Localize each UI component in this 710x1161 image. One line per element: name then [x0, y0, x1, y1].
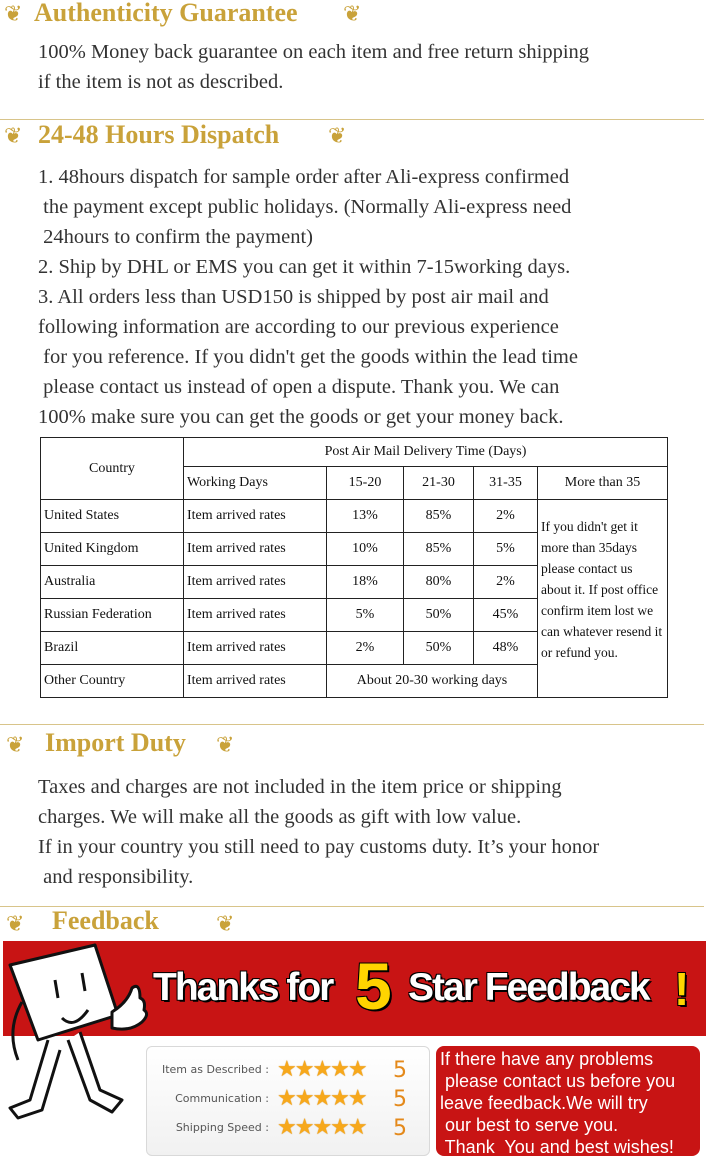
- col-header: 15-20: [327, 467, 404, 500]
- rating-score: 5: [393, 1116, 407, 1141]
- contact-note-box: [436, 1046, 700, 1156]
- rating-label: Communication :: [175, 1092, 269, 1105]
- star-rating-icon: ★★★★★: [277, 1115, 366, 1140]
- country-header: Country: [41, 438, 184, 500]
- star-rating-icon: ★★★★★: [277, 1086, 366, 1111]
- rate-label-cell: Item arrived rates: [184, 533, 327, 566]
- flourish-icon: ❦: [216, 733, 235, 758]
- banner-star-feedback: Star Feedback: [408, 966, 649, 1009]
- rating-label: Item as Described :: [161, 1063, 269, 1076]
- flourish-icon: ❦: [6, 733, 25, 758]
- rate-label-cell: Item arrived rates: [184, 665, 327, 698]
- ratings-box: [146, 1046, 430, 1156]
- rate-label-cell: Item arrived rates: [184, 632, 327, 665]
- value-cell: 50%: [404, 632, 474, 665]
- dispatch-line-7: for you reference. If you didn't get the goods within the lead time: [38, 346, 578, 368]
- other-note-cell: About 20-30 working days: [327, 665, 538, 698]
- rating-label: Shipping Speed :: [175, 1121, 269, 1134]
- value-cell: 13%: [327, 500, 404, 533]
- col-header: 31-35: [474, 467, 538, 500]
- rating-row: [147, 1057, 429, 1085]
- contact-note-text: If there have any problems please contact us before you leave feedback.We will try our best to serve you. Thank You and best wishes!: [440, 1049, 676, 1157]
- feedback-title: Feedback: [52, 906, 159, 935]
- rate-label-cell: Item arrived rates: [184, 599, 327, 632]
- banner-exclaim: !: [674, 963, 690, 1015]
- import-line-1: Taxes and charges are not included in the item price or shipping: [38, 776, 562, 798]
- dispatch-line-2: the payment except public holidays. (Normally Ali-express need: [38, 196, 572, 218]
- banner-five: 5: [355, 949, 392, 1023]
- table-row: [41, 500, 668, 533]
- banner-thanks-for: Thanks for: [153, 966, 333, 1009]
- value-cell: 85%: [404, 500, 474, 533]
- col-header: 21-30: [404, 467, 474, 500]
- delivery-time-table: [40, 437, 668, 698]
- country-cell: Brazil: [41, 632, 184, 665]
- rating-row: [147, 1086, 429, 1114]
- country-cell: United Kingdom: [41, 533, 184, 566]
- star-rating-icon: ★★★★★: [277, 1057, 366, 1082]
- dispatch-title: 24-48 Hours Dispatch: [38, 120, 280, 149]
- flourish-icon: ❦: [328, 124, 347, 149]
- authenticity-line-1: 100% Money back guarantee on each item and free return shipping: [38, 41, 590, 63]
- value-cell: 2%: [474, 566, 538, 599]
- value-cell: 2%: [474, 500, 538, 533]
- value-cell: 5%: [327, 599, 404, 632]
- country-cell: Other Country: [41, 665, 184, 698]
- import-duty-title: Import Duty: [45, 728, 186, 757]
- country-cell: United States: [41, 500, 184, 533]
- value-cell: 10%: [327, 533, 404, 566]
- value-cell: 80%: [404, 566, 474, 599]
- dispatch-line-4: 2. Ship by DHL or EMS you can get it within 7-15working days.: [38, 256, 571, 278]
- value-cell: 50%: [404, 599, 474, 632]
- rate-label-cell: Item arrived rates: [184, 566, 327, 599]
- rating-score: 5: [393, 1058, 407, 1083]
- dispatch-line-3: 24hours to confirm the payment): [38, 226, 313, 248]
- country-cell: Australia: [41, 566, 184, 599]
- flourish-icon: ❦: [343, 2, 362, 27]
- dispatch-line-8: please contact us instead of open a dispute. Thank you. We can: [38, 376, 560, 398]
- dispatch-line-6: following information are according to our previous experience: [38, 316, 559, 338]
- authenticity-line-2: if the item is not as described.: [38, 71, 284, 93]
- dispatch-line-5: 3. All orders less than USD150 is shipped by post air mail and: [38, 286, 549, 308]
- group-header: Post Air Mail Delivery Time (Days): [184, 438, 668, 467]
- value-cell: 45%: [474, 599, 538, 632]
- value-cell: 85%: [404, 533, 474, 566]
- side-note-cell: If you didn't get it more than 35days please contact us about it. If post office confirm item lost we can whatever resend it or refund you.: [538, 500, 668, 698]
- import-line-2: charges. We will make all the goods as gift with low value.: [38, 806, 522, 828]
- value-cell: 2%: [327, 632, 404, 665]
- divider: [0, 724, 704, 725]
- flourish-icon: ❦: [4, 124, 23, 149]
- flourish-icon: ❦: [216, 912, 235, 937]
- dispatch-line-1: 1. 48hours dispatch for sample order after Ali-express confirmed: [38, 166, 570, 188]
- col-header: More than 35: [538, 467, 668, 500]
- value-cell: 18%: [327, 566, 404, 599]
- flourish-icon: ❦: [4, 2, 23, 27]
- working-days-header: Working Days: [184, 467, 327, 500]
- country-cell: Russian Federation: [41, 599, 184, 632]
- mascot-icon: [0, 940, 160, 1158]
- value-cell: 5%: [474, 533, 538, 566]
- rating-row: [147, 1115, 429, 1143]
- authenticity-title: Authenticity Guarantee: [34, 0, 298, 27]
- import-line-4: and responsibility.: [38, 866, 194, 888]
- dispatch-line-9: 100% make sure you can get the goods or get your money back.: [38, 406, 564, 428]
- flourish-icon: ❦: [6, 912, 25, 937]
- value-cell: 48%: [474, 632, 538, 665]
- rating-score: 5: [393, 1087, 407, 1112]
- rate-label-cell: Item arrived rates: [184, 500, 327, 533]
- import-line-3: If in your country you still need to pay customs duty. It’s your honor: [38, 836, 600, 858]
